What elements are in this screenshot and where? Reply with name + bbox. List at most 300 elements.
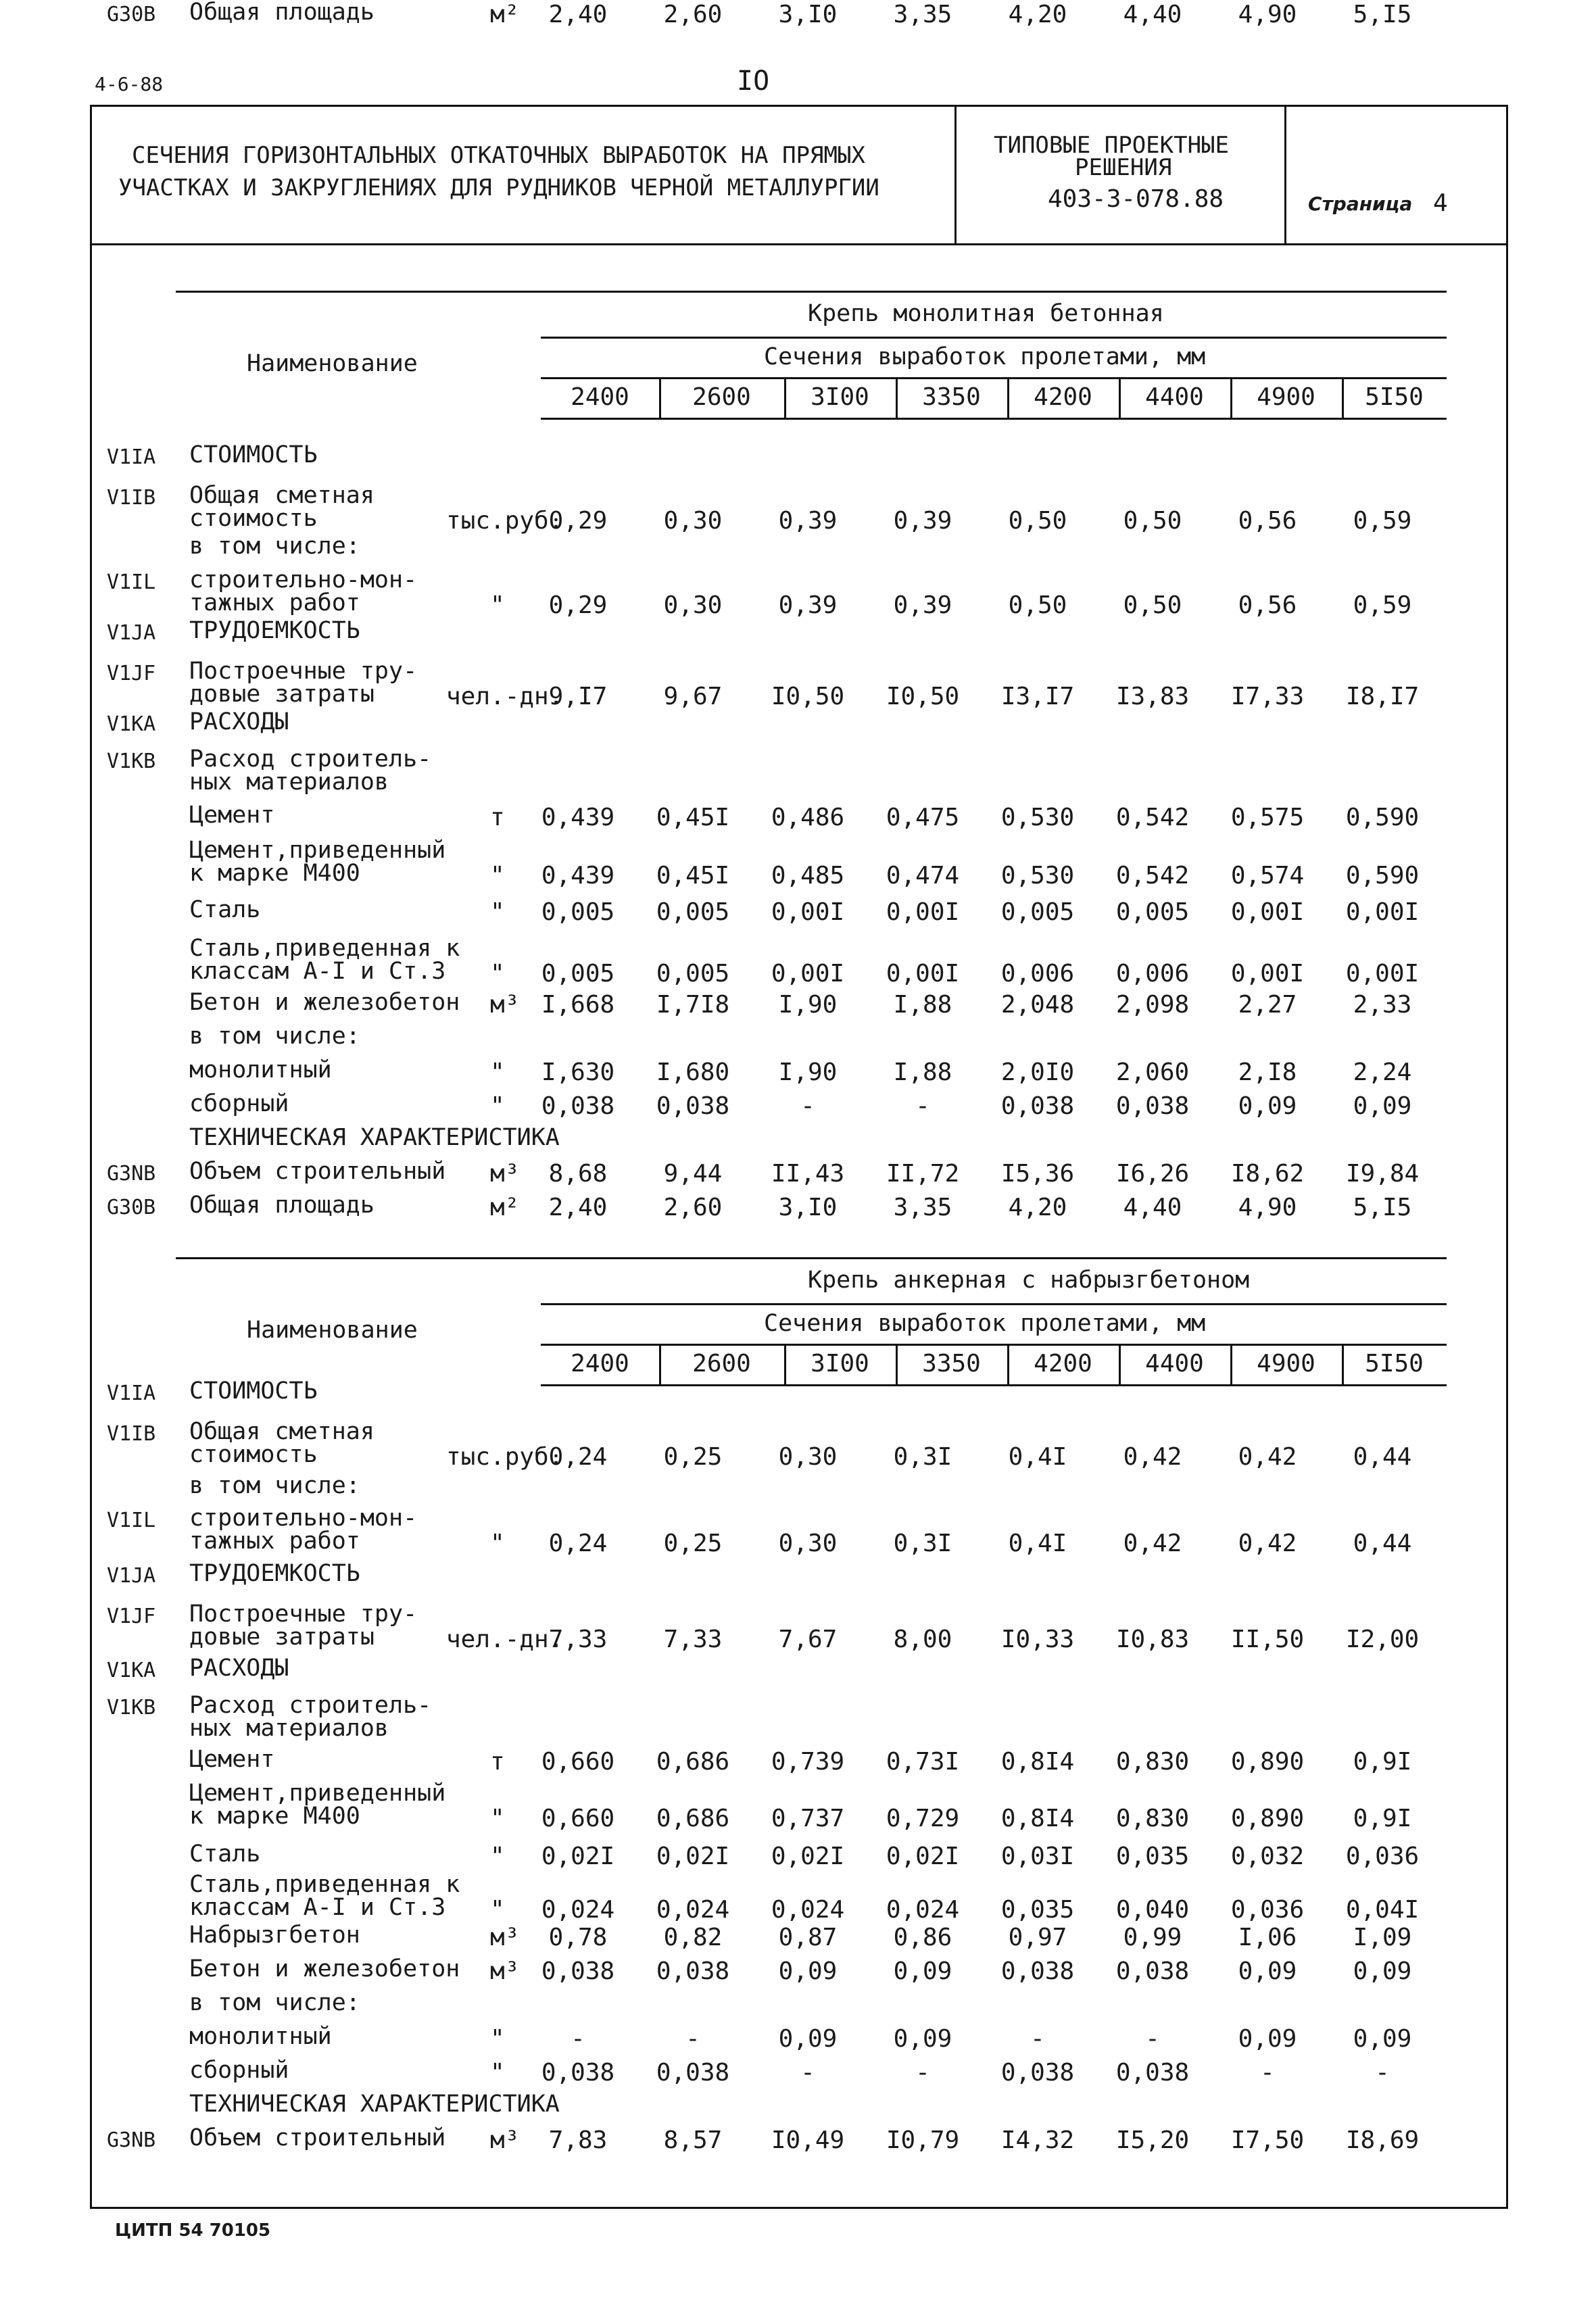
- row-value: I,7I8: [656, 991, 730, 1019]
- row-value: 9,67: [663, 683, 723, 710]
- row-value: I0,33: [1000, 1626, 1075, 1653]
- row-name: Цемент: [189, 1746, 275, 1773]
- row-unit: ": [490, 1058, 505, 1086]
- row-value: 0,038: [656, 1957, 730, 1985]
- row-unit: м³: [490, 1957, 520, 1985]
- row-value: 0,005: [541, 960, 615, 988]
- row-value: 0,038: [541, 2059, 615, 2087]
- row-value: 2,27: [1238, 991, 1297, 1019]
- column-name-header: Наименование: [247, 1317, 418, 1344]
- row-value: 4,90: [1238, 1194, 1297, 1221]
- row-unit: ": [490, 1092, 505, 1120]
- row-code: V1IL: [107, 1509, 156, 1532]
- row-value: I3,83: [1115, 683, 1190, 710]
- row-value: 0,542: [1115, 804, 1190, 831]
- row-name: Сталь,приведенная к: [189, 935, 460, 962]
- row-value: 0,9I: [1353, 1748, 1412, 1776]
- row-value: 0,03I: [1000, 1843, 1075, 1870]
- row-value: 7,33: [548, 1626, 608, 1653]
- row-unit: ": [490, 2025, 505, 2053]
- row-value: I,90: [778, 1058, 838, 1086]
- span-separator: [1007, 377, 1009, 418]
- row-value: 0,024: [886, 1896, 960, 1924]
- row-value: I3,I7: [1000, 683, 1075, 710]
- row-unit: ": [490, 1843, 505, 1870]
- row-value: 0,78: [548, 1924, 608, 1951]
- row-value: 0,575: [1230, 804, 1305, 831]
- row-name: сборный: [189, 1090, 289, 1117]
- row-name: сборный: [189, 2057, 289, 2084]
- row-value: 0,005: [1000, 898, 1075, 926]
- row-value: I2,00: [1345, 1626, 1420, 1653]
- column-name-header: Наименование: [247, 350, 418, 377]
- row-value: I0,83: [1115, 1626, 1190, 1653]
- row-value: 0,729: [886, 1805, 960, 1832]
- row-name: к марке М400: [189, 860, 360, 887]
- row-value: -: [1030, 2025, 1045, 2053]
- row-code: V1JF: [107, 1605, 156, 1628]
- row-code: V1IA: [107, 445, 156, 469]
- row-value: I,09: [1353, 1924, 1412, 1951]
- span-value: 4200: [1034, 383, 1092, 411]
- row-code: V1KA: [107, 712, 156, 736]
- row-code: V1JA: [107, 1564, 156, 1588]
- row-value: 0,9I: [1353, 1805, 1412, 1832]
- row-value: 0,485: [771, 862, 845, 890]
- row-value: 0,660: [541, 1748, 615, 1776]
- row-value: 0,87: [778, 1924, 838, 1951]
- table-top-rule: [176, 291, 1447, 293]
- row-value: 0,50: [1008, 507, 1067, 535]
- series-line2: РЕШЕНИЯ: [1075, 154, 1172, 181]
- spans-subheader: Сечения выработок пролетами, мм: [764, 1310, 1206, 1337]
- row-unit: ": [490, 960, 505, 988]
- row-value: 0,24: [548, 1530, 608, 1557]
- row-value: I9,84: [1345, 1160, 1420, 1188]
- series-code: 403-3-078.88: [1048, 185, 1224, 213]
- row-value: 4,40: [1123, 1194, 1182, 1221]
- row-value: 0,99: [1123, 1924, 1182, 1951]
- row-unit: м³: [490, 1924, 520, 1951]
- row-name: строительно-мон-: [189, 566, 418, 593]
- span-value: 3I00: [811, 383, 869, 411]
- row-name: строительно-мон-: [189, 1505, 418, 1532]
- row-name: Объем строительный: [189, 2124, 446, 2151]
- row-value: 4,20: [1008, 1, 1067, 28]
- group-header: Крепь анкерная с набрызгбетоном: [808, 1267, 1250, 1294]
- sheet-title-line1: СЕЧЕНИЯ ГОРИЗОНТАЛЬНЫХ ОТКАТОЧНЫХ ВЫРАБОТОК НА ПРЯМЫХ: [132, 142, 865, 169]
- row-value: 0,09: [893, 2025, 952, 2053]
- span-separator: [659, 1344, 661, 1384]
- row-name: ТЕХНИЧЕСКАЯ ХАРАКТЕРИСТИКА: [189, 2091, 560, 2118]
- title-block-col1: [954, 105, 957, 243]
- row-value: 2,098: [1115, 991, 1190, 1019]
- row-value: 0,09: [1353, 1092, 1412, 1120]
- row-value: I8,69: [1345, 2126, 1420, 2154]
- row-unit: ": [490, 2059, 505, 2087]
- row-value: 3,35: [893, 1, 952, 28]
- row-name: довые затраты: [189, 1624, 374, 1651]
- row-name: в том числе:: [189, 1023, 360, 1050]
- row-value: 0,09: [893, 1957, 952, 1985]
- row-code: V1IA: [107, 1382, 156, 1405]
- spans-subheader: Сечения выработок пролетами, мм: [764, 343, 1206, 370]
- row-unit: тыс.руб.: [446, 1443, 564, 1471]
- row-value: 0,024: [541, 1896, 615, 1924]
- row-value: 0,00I: [771, 960, 845, 988]
- row-value: 0,39: [778, 591, 838, 619]
- row-value: 9,44: [663, 1160, 723, 1188]
- row-value: 2,60: [663, 1, 723, 28]
- span-value: 3350: [922, 1350, 981, 1378]
- row-value: I5,20: [1115, 2126, 1190, 2154]
- row-value: I0,50: [886, 683, 960, 710]
- row-value: 0,42: [1123, 1443, 1182, 1471]
- row-value: 0,25: [663, 1530, 723, 1557]
- page-label: Страница: [1308, 193, 1413, 215]
- row-value: 0,44: [1353, 1443, 1412, 1471]
- row-value: 0,038: [656, 1092, 730, 1120]
- span-separator: [659, 377, 661, 418]
- row-name: Бетон и железобетон: [189, 989, 460, 1016]
- row-value: 0,035: [1115, 1843, 1190, 1870]
- row-value: 0,59: [1353, 591, 1412, 619]
- row-unit: т: [490, 1748, 505, 1776]
- row-value: 2,40: [548, 1194, 608, 1221]
- row-code: V1JA: [107, 621, 156, 645]
- row-value: 0,39: [893, 507, 952, 535]
- row-value: I8,I7: [1345, 683, 1420, 710]
- title-block-divider: [90, 243, 1506, 245]
- row-value: 0,005: [656, 898, 730, 926]
- group-header-rule: [541, 1303, 1447, 1305]
- row-value: 2,24: [1353, 1058, 1412, 1086]
- row-value: 0,00I: [1345, 960, 1420, 988]
- row-unit: ": [490, 591, 505, 619]
- row-value: 0,574: [1230, 862, 1305, 890]
- row-value: 0,686: [656, 1805, 730, 1832]
- span-value: 4200: [1034, 1350, 1092, 1378]
- row-value: 0,50: [1123, 591, 1182, 619]
- span-values-rule: [541, 418, 1447, 420]
- row-value: 0,590: [1345, 804, 1420, 831]
- row-value: 7,83: [548, 2126, 608, 2154]
- span-value: 2400: [571, 383, 629, 411]
- row-name: ТЕХНИЧЕСКАЯ ХАРАКТЕРИСТИКА: [189, 1124, 560, 1151]
- row-name: тажных работ: [189, 589, 360, 616]
- row-name: Объем строительный: [189, 1158, 446, 1185]
- page-number: IO: [737, 66, 770, 97]
- row-value: 0,09: [1238, 2025, 1297, 2053]
- row-value: 0,42: [1123, 1530, 1182, 1557]
- row-name: РАСХОДЫ: [189, 708, 289, 735]
- row-value: 3,I0: [778, 1194, 838, 1221]
- row-value: 5,I5: [1353, 1194, 1412, 1221]
- row-value: 0,02I: [771, 1843, 845, 1870]
- row-value: 0,005: [1115, 898, 1190, 926]
- row-value: 0,30: [663, 591, 723, 619]
- row-value: 0,44: [1353, 1530, 1412, 1557]
- series-line1: ТИПОВЫЕ ПРОЕКТНЫЕ: [994, 132, 1229, 159]
- document-code: 4-6-88: [95, 73, 164, 95]
- row-value: -: [915, 2059, 930, 2087]
- row-value: 0,005: [541, 898, 615, 926]
- row-value: -: [1145, 2025, 1160, 2053]
- row-name: ТРУДОЕМКОСТЬ: [189, 1560, 360, 1587]
- row-value: 0,45I: [656, 804, 730, 831]
- row-value: I,668: [541, 991, 615, 1019]
- row-value: 8,68: [548, 1160, 608, 1188]
- row-value: 2,060: [1115, 1058, 1190, 1086]
- row-value: 0,25: [663, 1443, 723, 1471]
- span-separator: [1007, 1344, 1009, 1384]
- row-value: 0,024: [656, 1896, 730, 1924]
- row-name: довые затраты: [189, 681, 374, 708]
- row-value: 0,038: [1000, 2059, 1075, 2087]
- row-name: Сталь,приведенная к: [189, 1871, 460, 1898]
- row-value: 0,42: [1238, 1443, 1297, 1471]
- title-block-col2: [1284, 105, 1286, 243]
- span-header-rule: [541, 377, 1447, 379]
- row-unit: чел.-дн.: [446, 1626, 564, 1653]
- row-value: 7,33: [663, 1626, 723, 1653]
- row-value: 0,475: [886, 804, 960, 831]
- row-name: стоимость: [189, 505, 318, 532]
- row-value: 0,036: [1230, 1896, 1305, 1924]
- row-value: 8,57: [663, 2126, 723, 2154]
- row-value: I,88: [893, 991, 952, 1019]
- row-value: 0,439: [541, 804, 615, 831]
- row-value: 0,038: [1000, 1092, 1075, 1120]
- row-unit: м²: [490, 1, 520, 28]
- row-value: 4,40: [1123, 1, 1182, 28]
- row-name: Цемент,приведенный: [189, 837, 446, 864]
- row-value: 0,4I: [1008, 1443, 1067, 1471]
- row-value: -: [800, 1092, 815, 1120]
- row-value: 0,024: [771, 1896, 845, 1924]
- row-value: 0,00I: [886, 898, 960, 926]
- row-value: 0,39: [778, 507, 838, 535]
- row-value: 0,56: [1238, 507, 1297, 535]
- row-value: 0,890: [1230, 1748, 1305, 1776]
- row-value: 0,739: [771, 1748, 845, 1776]
- row-value: 0,00I: [1230, 960, 1305, 988]
- row-code: G30B: [107, 3, 156, 26]
- row-unit: ": [490, 1530, 505, 1557]
- row-value: -: [800, 2059, 815, 2087]
- row-value: 0,42: [1238, 1530, 1297, 1557]
- row-value: I,88: [893, 1058, 952, 1086]
- row-unit: ": [490, 862, 505, 890]
- span-separator: [784, 377, 786, 418]
- span-value: 3350: [922, 383, 981, 411]
- row-value: 0,56: [1238, 591, 1297, 619]
- row-value: I,680: [656, 1058, 730, 1086]
- row-code: V1KB: [107, 750, 156, 773]
- row-name: Общая площадь: [189, 0, 374, 26]
- row-value: 0,30: [663, 507, 723, 535]
- row-code: V1KA: [107, 1659, 156, 1682]
- row-value: 0,00I: [771, 898, 845, 926]
- span-separator: [1230, 377, 1232, 418]
- row-name: Сталь: [189, 1841, 261, 1868]
- row-value: -: [1260, 2059, 1275, 2087]
- row-value: 0,00I: [1345, 898, 1420, 926]
- row-value: 0,24: [548, 1443, 608, 1471]
- row-value: 9,I7: [548, 683, 608, 710]
- row-code: G3NB: [107, 1162, 156, 1186]
- span-value: 2400: [571, 1350, 629, 1378]
- span-values-rule: [541, 1384, 1447, 1386]
- row-value: 0,737: [771, 1805, 845, 1832]
- row-value: 0,45I: [656, 862, 730, 890]
- span-header-rule: [541, 1344, 1447, 1346]
- span-separator: [896, 1344, 898, 1384]
- row-name: монолитный: [189, 2023, 332, 2050]
- row-value: 0,8I4: [1000, 1805, 1075, 1832]
- row-value: 0,474: [886, 862, 960, 890]
- row-value: 0,038: [541, 1092, 615, 1120]
- row-value: 0,530: [1000, 804, 1075, 831]
- row-value: 3,I0: [778, 1, 838, 28]
- row-code: V1KB: [107, 1696, 156, 1720]
- row-value: 2,0I0: [1000, 1058, 1075, 1086]
- row-value: -: [915, 1092, 930, 1120]
- row-value: 0,035: [1000, 1896, 1075, 1924]
- row-name: Набрызгбетон: [189, 1922, 360, 1949]
- row-value: I,06: [1238, 1924, 1297, 1951]
- row-name: классам А-I и Ст.3: [189, 958, 446, 985]
- row-value: 0,038: [1115, 2059, 1190, 2087]
- row-name: Общая сметная: [189, 482, 374, 509]
- row-value: I0,50: [771, 683, 845, 710]
- row-name: в том числе:: [189, 533, 360, 560]
- row-value: 0,59: [1353, 507, 1412, 535]
- span-value: 5I50: [1365, 1350, 1424, 1378]
- row-unit: ": [490, 1805, 505, 1832]
- row-name: Расход строитель-: [189, 1692, 432, 1719]
- row-value: I8,62: [1230, 1160, 1305, 1188]
- row-value: 0,82: [663, 1924, 723, 1951]
- row-value: 0,00I: [886, 960, 960, 988]
- row-value: 0,4I: [1008, 1530, 1067, 1557]
- row-value: 3,35: [893, 1194, 952, 1221]
- row-value: 0,50: [1123, 507, 1182, 535]
- row-value: 0,09: [1353, 2025, 1412, 2053]
- row-name: Сталь: [189, 896, 261, 923]
- row-value: I0,49: [771, 2126, 845, 2154]
- row-value: 0,02I: [656, 1843, 730, 1870]
- row-value: I,90: [778, 991, 838, 1019]
- row-value: 0,590: [1345, 862, 1420, 890]
- row-value: 0,006: [1000, 960, 1075, 988]
- footer-print-code: ЦИТП 54 70105: [115, 2220, 271, 2241]
- row-name: стоимость: [189, 1441, 318, 1468]
- span-value: 4900: [1257, 383, 1315, 411]
- row-value: 0,04I: [1345, 1896, 1420, 1924]
- row-value: 0,39: [893, 591, 952, 619]
- row-value: 0,09: [778, 2025, 838, 2053]
- row-value: 8,00: [893, 1626, 952, 1653]
- row-value: 0,09: [1238, 1092, 1297, 1120]
- row-value: 2,I8: [1238, 1058, 1297, 1086]
- row-value: 5,I5: [1353, 1, 1412, 28]
- row-value: 0,038: [1115, 1957, 1190, 1985]
- row-unit: чел.-дн.: [446, 683, 564, 710]
- row-value: 0,439: [541, 862, 615, 890]
- row-value: 0,038: [541, 1957, 615, 1985]
- group-header: Крепь монолитная бетонная: [808, 300, 1164, 327]
- row-value: 0,8I4: [1000, 1748, 1075, 1776]
- row-value: 0,830: [1115, 1805, 1190, 1832]
- row-unit: м²: [490, 1194, 520, 1221]
- row-name: Построечные тру-: [189, 658, 418, 685]
- row-unit: тыс.руб.: [446, 507, 564, 535]
- row-value: 0,032: [1230, 1843, 1305, 1870]
- row-value: 4,90: [1238, 1, 1297, 28]
- row-name: Цемент: [189, 802, 275, 829]
- row-value: 0,29: [548, 591, 608, 619]
- row-value: 2,60: [663, 1194, 723, 1221]
- row-value: 0,005: [656, 960, 730, 988]
- row-name: в том числе:: [189, 1472, 360, 1499]
- row-code: V1IL: [107, 570, 156, 594]
- row-code: G30B: [107, 1196, 156, 1219]
- group-header-rule: [541, 337, 1447, 339]
- span-separator: [784, 1344, 786, 1384]
- span-value: 4400: [1145, 1350, 1204, 1378]
- sheet-title-line2: УЧАСТКАХ И ЗАКРУГЛЕНИЯХ ДЛЯ РУДНИКОВ ЧЕРНОЙ МЕТАЛЛУРГИИ: [118, 174, 879, 201]
- row-value: 0,036: [1345, 1843, 1420, 1870]
- row-unit: т: [490, 804, 505, 831]
- row-value: 2,40: [548, 1, 608, 28]
- row-value: II,72: [886, 1160, 960, 1188]
- row-name: Цемент,приведенный: [189, 1780, 446, 1807]
- row-name: классам А-I и Ст.3: [189, 1894, 446, 1921]
- row-code: V1IB: [107, 1422, 156, 1446]
- row-value: I0,79: [886, 2126, 960, 2154]
- table-top-rule: [176, 1257, 1447, 1259]
- page-value: 4: [1433, 189, 1448, 217]
- row-value: 0,09: [778, 1957, 838, 1985]
- row-name: СТОИМОСТЬ: [189, 441, 318, 468]
- row-value: 0,00I: [1230, 898, 1305, 926]
- row-value: 0,02I: [886, 1843, 960, 1870]
- span-separator: [896, 377, 898, 418]
- row-value: 0,530: [1000, 862, 1075, 890]
- span-separator: [1230, 1344, 1232, 1384]
- row-name: Общая площадь: [189, 1192, 374, 1219]
- row-value: 0,97: [1008, 1924, 1067, 1951]
- row-name: РАСХОДЫ: [189, 1655, 289, 1682]
- row-value: 0,890: [1230, 1805, 1305, 1832]
- row-value: 4,20: [1008, 1194, 1067, 1221]
- span-value: 4400: [1145, 383, 1204, 411]
- row-value: 0,006: [1115, 960, 1190, 988]
- row-unit: м³: [490, 2126, 520, 2154]
- row-value: I6,26: [1115, 1160, 1190, 1188]
- row-value: II,43: [771, 1160, 845, 1188]
- row-name: Построечные тру-: [189, 1601, 418, 1628]
- row-value: 2,048: [1000, 991, 1075, 1019]
- row-value: 0,30: [778, 1530, 838, 1557]
- row-value: 0,542: [1115, 862, 1190, 890]
- row-name: Бетон и железобетон: [189, 1955, 460, 1982]
- row-value: 0,038: [1000, 1957, 1075, 1985]
- row-value: 0,30: [778, 1443, 838, 1471]
- row-value: 2,33: [1353, 991, 1412, 1019]
- row-value: 0,038: [1115, 1092, 1190, 1120]
